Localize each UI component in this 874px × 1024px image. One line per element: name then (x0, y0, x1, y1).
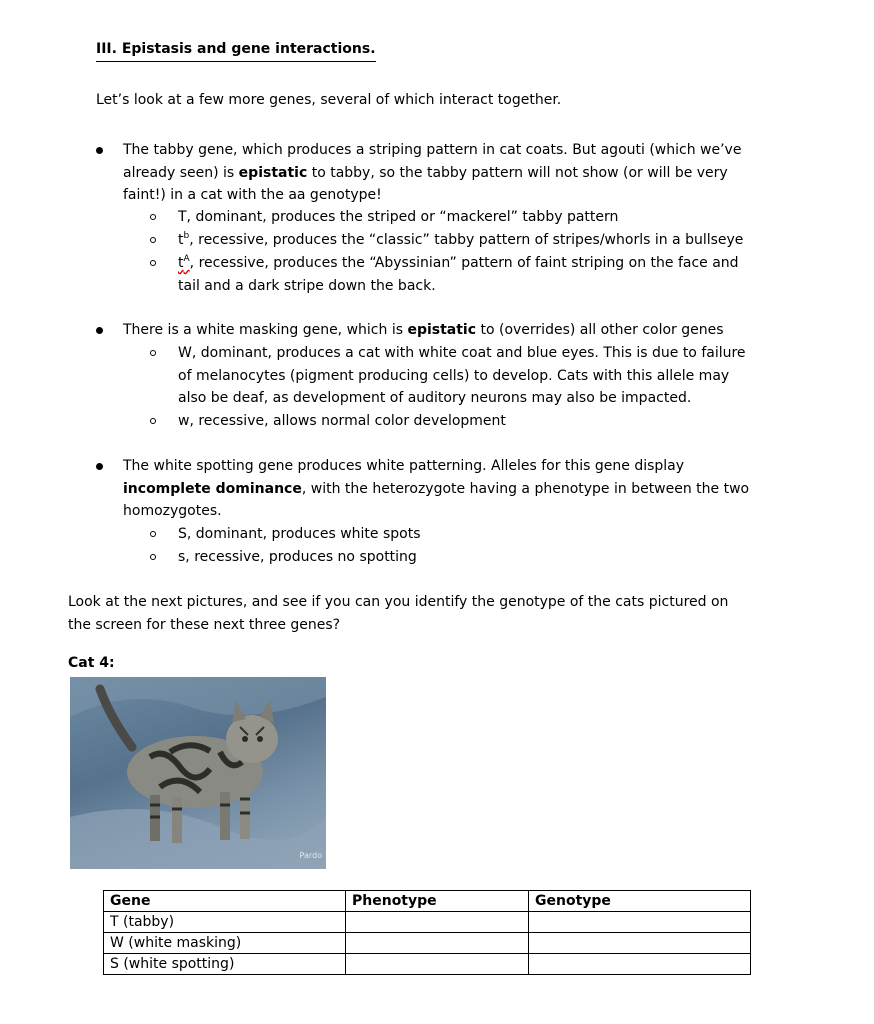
tabby-allele-tb: $t^b$, recessive, produces the “classic” tabby pattern of stripes/whorls in a bullseye (178, 231, 744, 248)
genotype-cell[interactable] (529, 954, 751, 975)
genotype-cell[interactable] (529, 933, 751, 954)
gene-cell: T (tabby) (104, 912, 346, 933)
table-row (104, 933, 751, 954)
cat-label: Cat 4: (68, 655, 115, 671)
header-genotype: Genotype (529, 891, 751, 912)
phenotype-cell[interactable] (346, 912, 529, 933)
tabby-paragraph: The tabby gene, which produces a striping pattern in cat coats. But agouti (which we’ve already seen) is epistatic to tabby, so the tabby pattern will not show (or will be very faint!) in a cat with the aa genotype! (123, 142, 742, 203)
tabby-allele-T: T, dominant, produces the striped or “mackerel” tabby pattern (178, 209, 619, 225)
white-allele-W: W, dominant, produces a cat with white coat and blue eyes. This is due to failure of melanocytes (pigment producing cells) to develop. Cats with this allele may also be deaf, as development of auditory neurons may also be impacted. (178, 345, 746, 406)
circle-bullet-icon (150, 531, 156, 537)
cat-illustration (70, 677, 326, 869)
gene-cell: S (white spotting) (104, 954, 346, 975)
bullet-icon (96, 147, 103, 154)
circle-bullet-icon (150, 554, 156, 560)
circle-bullet-icon (150, 260, 156, 266)
spotting-allele-s: s, recessive, produces no spotting (178, 549, 417, 565)
table-row (104, 954, 751, 975)
table-header-row (104, 891, 751, 912)
bullet-icon (96, 327, 103, 334)
gene-cell: W (white masking) (104, 933, 346, 954)
white-allele-w: w, recessive, allows normal color development (178, 413, 506, 429)
circle-bullet-icon (150, 418, 156, 424)
spotting-allele-S: S, dominant, produces white spots (178, 526, 421, 542)
circle-bullet-icon (150, 350, 156, 356)
white-masking-paragraph: There is a white masking gene, which is epistatic to (overrides) all other color genes (123, 322, 724, 338)
intro-paragraph: Let’s look at a few more genes, several of which interact together. (96, 92, 562, 108)
circle-bullet-icon (150, 237, 156, 243)
tabby-allele-tA: $t^A$, recessive, produces the “Abyssinian” pattern of faint striping on the face and tail and a dark stripe down the back. (178, 254, 739, 294)
cat-photo (70, 677, 326, 869)
phenotype-cell[interactable] (346, 954, 529, 975)
section-title: III. Epistasis and gene interactions. (96, 39, 376, 62)
phenotype-cell[interactable] (346, 933, 529, 954)
genotype-cell[interactable] (529, 912, 751, 933)
genotype-table (103, 890, 751, 975)
header-gene: Gene (104, 891, 346, 912)
white-spotting-paragraph: The white spotting gene produces white patterning. Alleles for this gene display incomplete dominance, with the heterozygote having a phenotype in between the two homozygotes. (123, 458, 750, 519)
instructions-paragraph: Look at the next pictures, and see if you can you identify the genotype of the cats pictured on the screen for these next three genes? (68, 594, 729, 633)
bullet-icon (96, 463, 103, 470)
table-row (104, 912, 751, 933)
header-phenotype: Phenotype (346, 891, 529, 912)
circle-bullet-icon (150, 214, 156, 220)
photo-watermark: Pardo (299, 851, 322, 860)
